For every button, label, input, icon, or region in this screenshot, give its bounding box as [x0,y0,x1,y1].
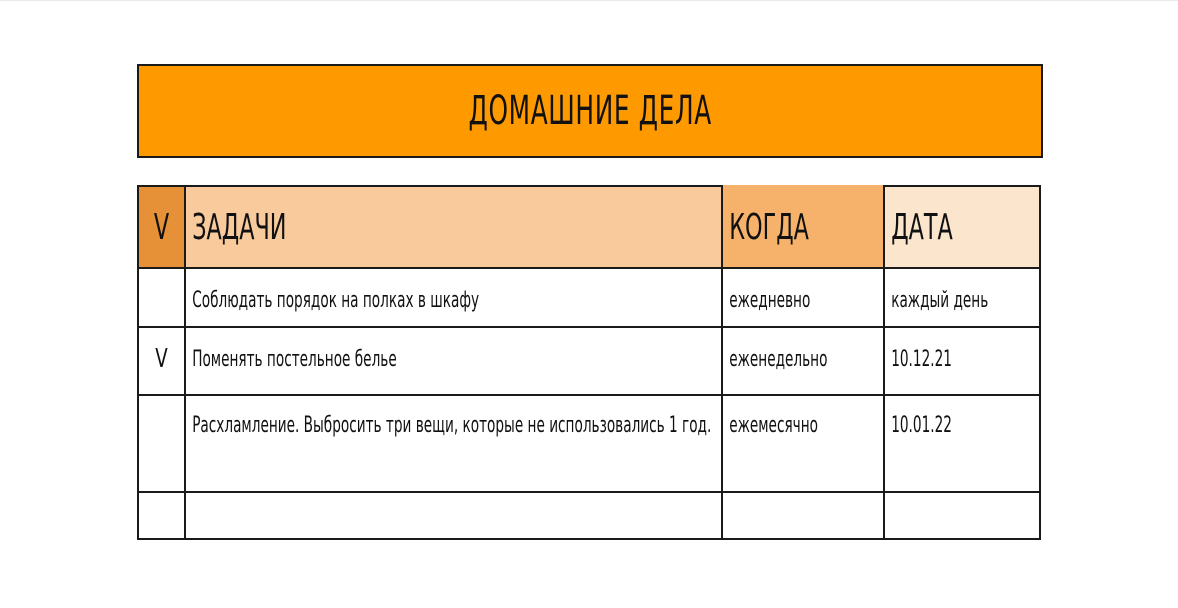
page-title: ДОМАШНИЕ ДЕЛА [468,88,712,134]
check-mark [146,396,178,412]
check-cell[interactable] [138,492,185,539]
date-text: каждый день [891,288,989,313]
task-text: Поменять постельное белье [192,347,397,372]
date-cell[interactable] [884,268,1040,327]
table-row [138,492,1040,539]
header-check-label: V [153,206,170,248]
top-border-line [0,0,1178,1]
task-cell[interactable] [185,268,722,327]
header-check-cell [138,186,185,268]
table-row [138,327,1040,395]
date-text: 10.12.21 [891,347,952,372]
check-cell[interactable] [138,327,185,395]
header-when-cell [722,186,884,268]
chores-table [137,185,1041,540]
table-header-row [138,186,1040,268]
when-text: ежемесячно [729,413,818,438]
header-date-cell [884,186,1040,268]
table-row [138,395,1040,492]
date-cell[interactable] [884,327,1040,395]
check-mark [146,493,178,509]
task-text [186,493,720,507]
date-text [885,493,1039,507]
header-date-label: ДАТА [891,206,953,248]
table-row [138,268,1040,327]
date-cell[interactable] [884,492,1040,539]
header-task-label: ЗАДАЧИ [192,206,287,248]
header-when-label: КОГДА [729,206,809,248]
when-cell[interactable] [722,268,884,327]
task-text: Расхламление. Выбросить три вещи, которые не использовались 1 год. [192,413,712,438]
when-text: ежедневно [729,288,811,313]
header-task-cell [185,186,722,268]
when-text: еженедельно [729,347,828,372]
date-cell[interactable] [884,395,1040,492]
check-mark [146,269,178,285]
check-mark: V [155,344,168,374]
when-cell[interactable] [722,395,884,492]
task-cell[interactable] [185,327,722,395]
task-cell[interactable] [185,395,722,492]
check-cell[interactable] [138,395,185,492]
when-text [723,493,883,507]
check-cell[interactable] [138,268,185,327]
when-cell[interactable] [722,327,884,395]
task-cell[interactable] [185,492,722,539]
when-cell[interactable] [722,492,884,539]
title-banner [137,64,1043,158]
task-text: Соблюдать порядок на полках в шкафу [192,288,480,313]
date-text: 10.01.22 [891,413,952,438]
